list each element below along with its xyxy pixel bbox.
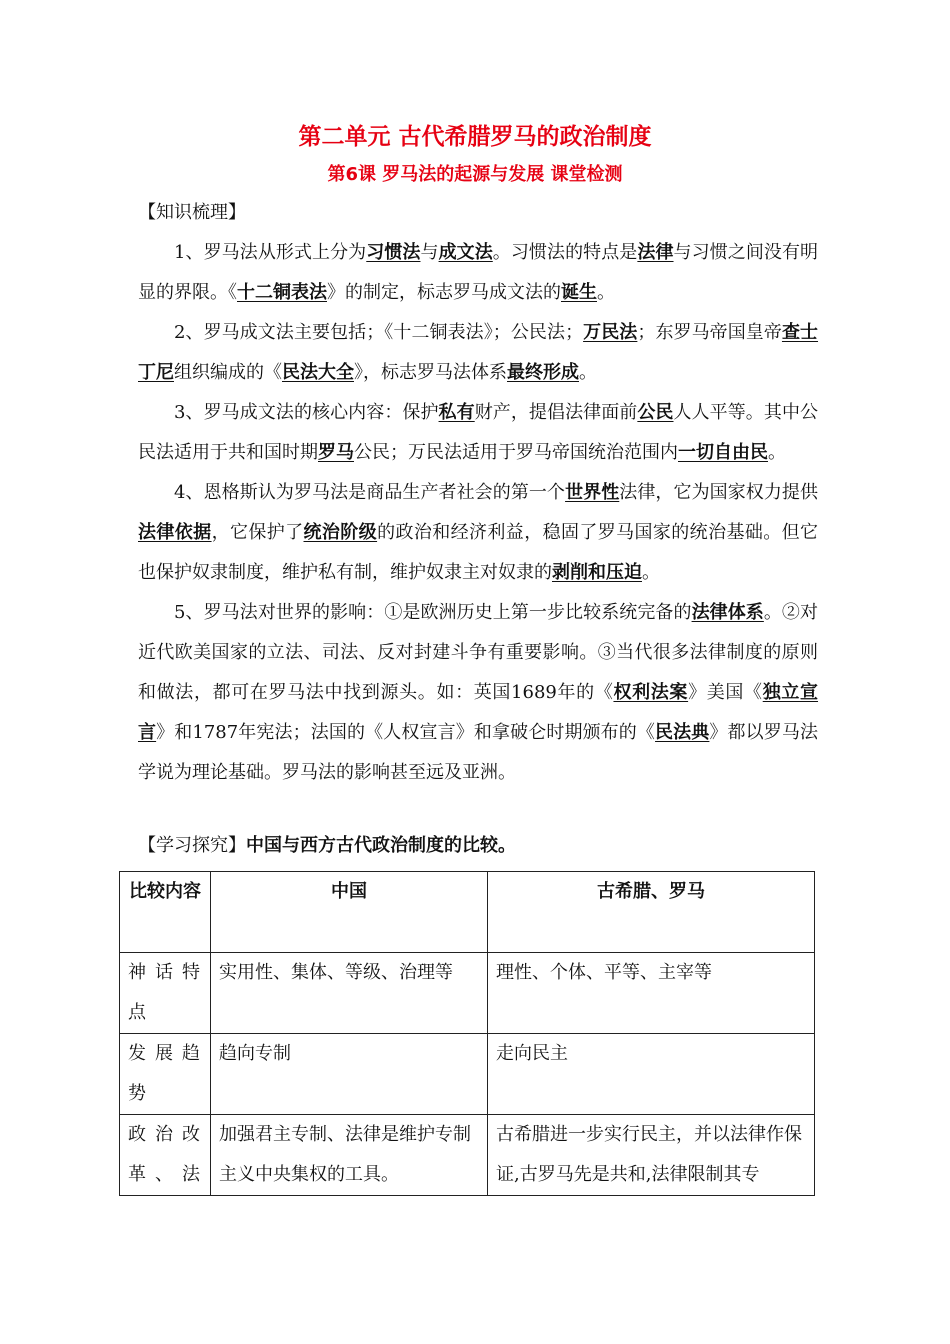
comparison-table — [119, 871, 815, 1196]
table-header-cell: 古希腊、罗马 — [488, 872, 815, 953]
table-header-cell: 比较内容 — [120, 872, 211, 953]
table-row — [120, 953, 815, 1034]
table-row — [120, 1115, 815, 1196]
table-cell: 趋向专制 — [211, 1034, 488, 1115]
table-cell: 加强君主专制、法律是维护专制主义中央集权的工具。 — [211, 1115, 488, 1196]
table-cell: 古希腊进一步实行民主，并以法律作保证,古罗马先是共和,法律限制其专 — [488, 1115, 815, 1196]
table-header-cell: 中国 — [211, 872, 488, 953]
paragraph-1: 1、罗马法从形式上分为习惯法与成文法。习惯法的特点是法律与习惯之间没有明显的界限。《十二铜表法》的制定，标志罗马成文法的诞生。 — [138, 242, 819, 303]
table-header-row — [120, 872, 815, 953]
section-heading-explore: 【学习探究】中国与西方古代政治制度的比较。 — [138, 835, 516, 856]
table-cell: 理性、个体、平等、主宰等 — [488, 953, 815, 1034]
table-row — [120, 1034, 815, 1115]
table-cell: 实用性、集体、等级、治理等 — [211, 953, 488, 1034]
table-cell: 神话特点 — [120, 953, 211, 1034]
lesson-subtitle: 第6课 罗马法的起源与发展 课堂检测 — [327, 164, 623, 185]
table-cell: 走向民主 — [488, 1034, 815, 1115]
knowledge-section — [138, 193, 818, 793]
paragraph-5: 5、罗马法对世界的影响：①是欧洲历史上第一步比较系统完备的法律体系。②对近代欧美国家的立法、司法、反对封建斗争有重要影响。③当代很多法律制度的原则和做法，都可在罗马法中找到源头。如：英国1689年的《权利法案》美国《独立宣言》和1787年宪法；法国的《人权宣言》和拿破仑时期颁布的《民法典》都以罗马法学说为理论基础。罗马法的影响甚至远及亚洲。 — [138, 602, 819, 783]
paragraph-4: 4、恩格斯认为罗马法是商品生产者社会的第一个世界性法律，它为国家权力提供法律依据，它保护了统治阶级的政治和经济利益，稳固了罗马国家的统治基础。但它也保护奴隶制度，维护私有制，维护奴隶主对奴隶的剥削和压迫。 — [138, 482, 819, 583]
table-cell: 政治改革、法 — [120, 1115, 211, 1196]
table-cell: 发展趋势 — [120, 1034, 211, 1115]
section-heading-knowledge: 【知识梳理】 — [138, 202, 246, 223]
page-title: 第二单元 古代希腊罗马的政治制度 — [298, 124, 652, 150]
paragraph-3: 3、罗马成文法的核心内容：保护私有财产，提倡法律面前公民人人平等。其中公民法适用于共和国时期罗马公民；万民法适用于罗马帝国统治范围内一切自由民。 — [138, 402, 819, 463]
paragraph-2: 2、罗马成文法主要包括；《十二铜表法》；公民法；万民法；东罗马帝国皇帝查士丁尼组织编成的《民法大全》，标志罗马法体系最终形成。 — [138, 322, 819, 383]
